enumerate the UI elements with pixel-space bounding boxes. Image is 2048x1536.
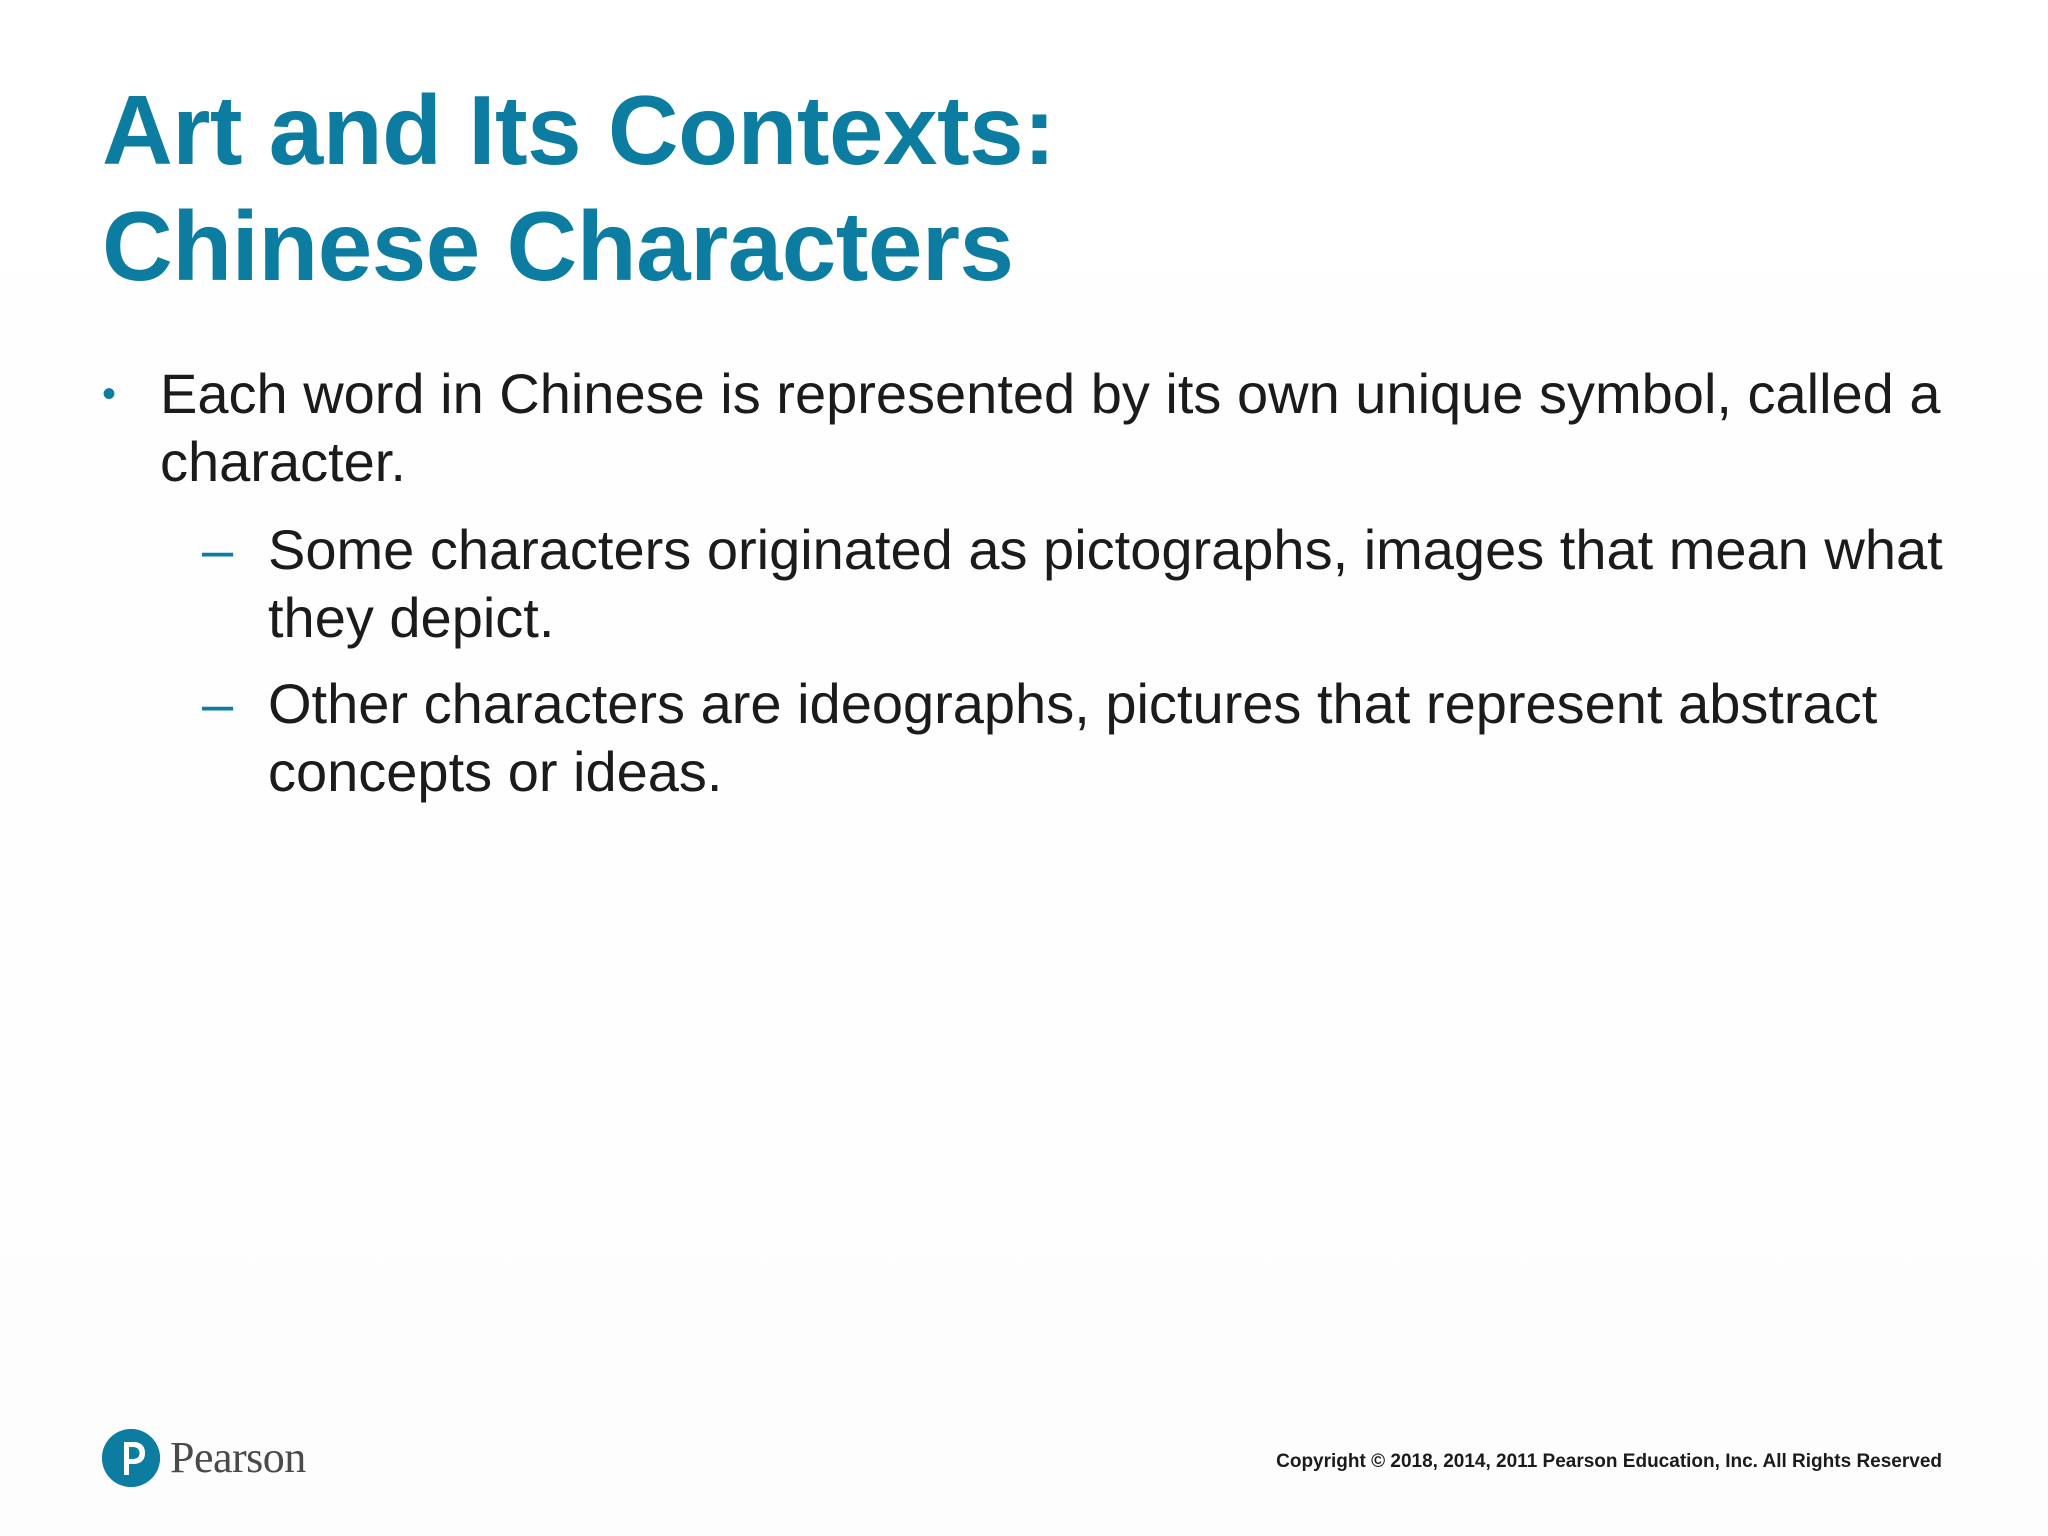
slide-title: [102, 72, 1055, 304]
slide-body: [102, 360, 1962, 806]
bullet-text: Each word in Chinese is represented by its own unique symbol, called a character.: [160, 362, 1941, 493]
bullet-marker: •: [102, 372, 117, 416]
pearson-logo: [102, 1426, 306, 1490]
sub-bullet-item: [102, 516, 1962, 652]
copyright-notice: Copyright © 2018, 2014, 2011 Pearson Education, Inc. All Rights Reserved: [1276, 1451, 1942, 1472]
sub-bullet-text: Other characters are ideographs, pictures that represent abstract concepts or ideas.: [268, 672, 1878, 803]
sub-bullet-text: Some characters originated as pictographs, images that mean what they depict.: [268, 518, 1943, 649]
sub-bullet-marker: –: [202, 518, 234, 581]
sub-bullet-marker: –: [202, 672, 234, 735]
slide-title-line-1: Art and Its Contexts:: [102, 75, 1056, 185]
slide-title-line-2: Chinese Characters: [102, 191, 1014, 301]
sub-bullet-item: [102, 670, 1962, 806]
bullet-item: [102, 360, 1962, 496]
pearson-logo-text: Pearson: [170, 1433, 306, 1482]
pearson-p-logo-icon: [102, 1429, 160, 1487]
